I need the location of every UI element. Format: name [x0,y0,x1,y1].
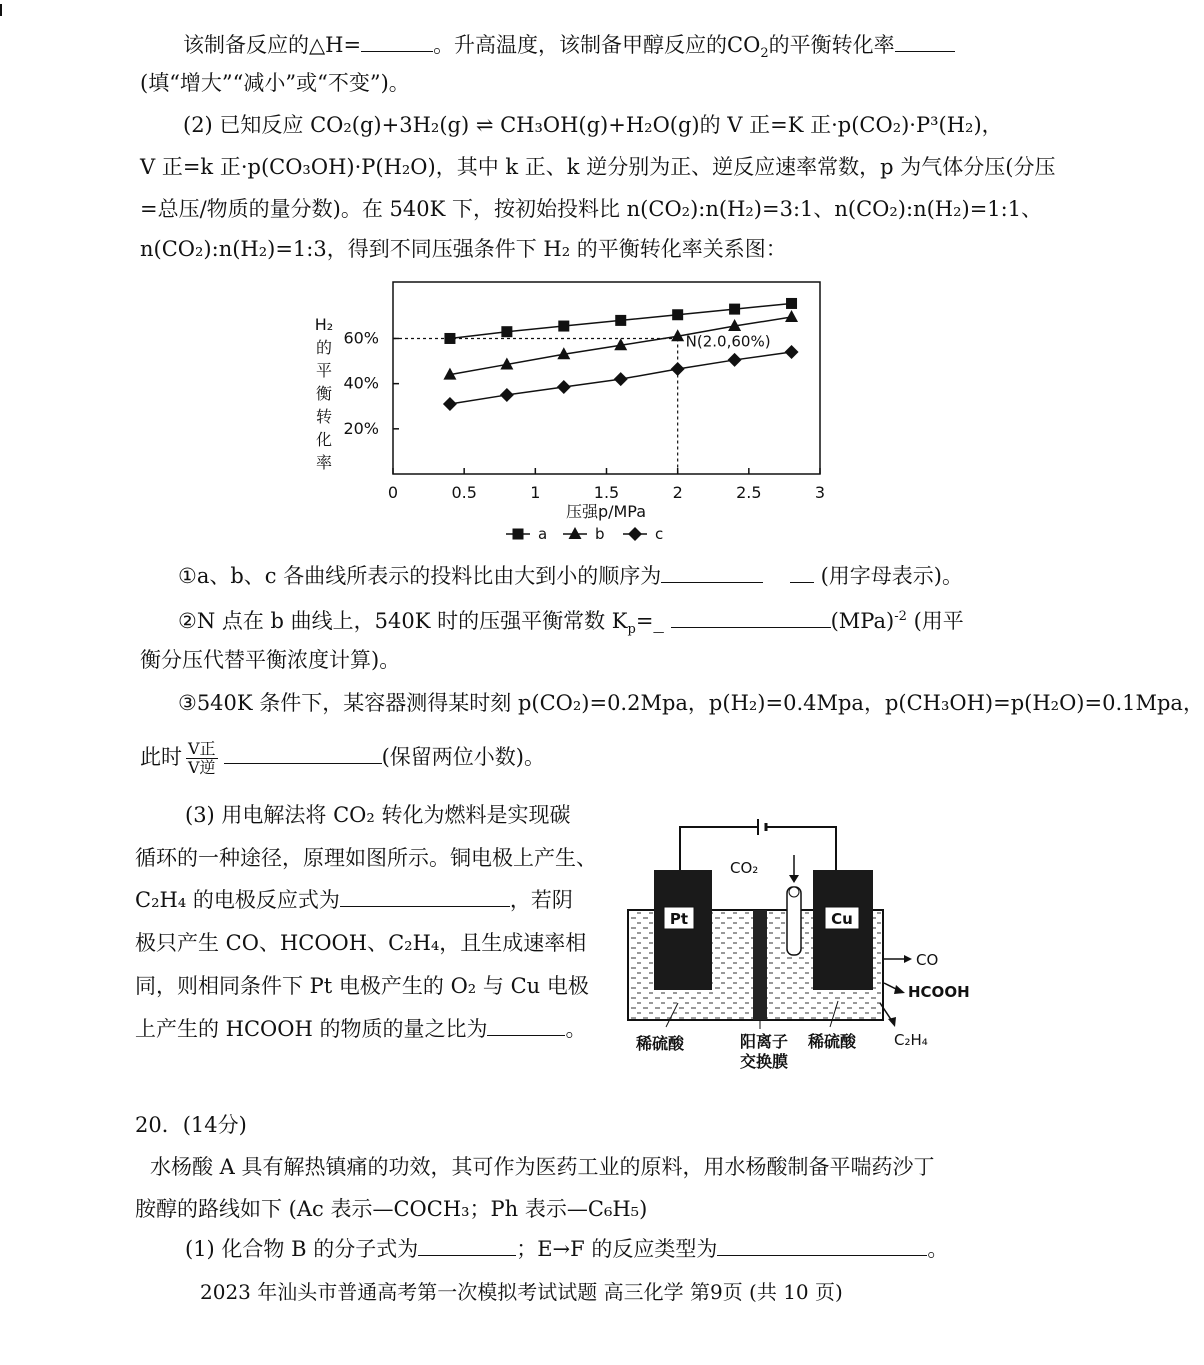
chart-yticks [343,328,399,437]
chart-ylabel-char: 化 [315,430,333,449]
pt-electrode [654,870,712,990]
out-hcooh-label: HCOOH [908,983,970,1001]
series-point-a [729,304,740,315]
answer-blank-dh[interactable] [361,31,433,52]
q19-part3-line1: (3) 用电解法将 CO₂ 转化为燃料是实现碳 [185,803,571,827]
series-point-c [728,353,742,367]
q20-line2: 胺醇的路线如下 (Ac 表示—COCH₃；Ph 表示—C₆H₅) [135,1197,648,1221]
chart-xtick-label: 2.5 [736,483,762,502]
membrane-label-1: 阳离子 [740,1032,789,1051]
cation-exchange-membrane [753,910,767,1020]
q19-line1: 该制备反应的△H= 。升高温度，该制备甲醇反应的$CO_2$的平衡转化率 [183,30,955,69]
series-point-c [614,372,628,386]
chart-xtick-label: 3 [814,483,826,502]
q19-part2-line3: =总压/物质的量分数)。在 540K 下，按初始投料比 n(CO₂):n(H₂)=3:1、n(CO₂):n(H₂)=1:1、 [140,197,1043,221]
chart-ylabel-char: 的 [315,338,333,357]
series-point-a [501,326,512,337]
membrane-label-2: 交换膜 [740,1052,789,1071]
chart-xtick-label: 2 [672,483,683,502]
page-corner-mark [0,4,2,16]
chart-legend [506,525,663,543]
chart-ylabel-char: 衡 [315,384,333,403]
answer-blank-order[interactable] [661,562,763,583]
chart-xlabel: 压强p/MPa [565,502,647,521]
chart-xtick-label: 1 [530,483,541,502]
co2-inlet-label: CO₂ [730,859,759,877]
legend-marker-a [513,529,524,540]
co-arrow-head [904,955,912,963]
series-point-a [786,298,797,309]
q19-sub2: ②N 点在 b 曲线上，540K 时的压强平衡常数 $K_p=\_$ (MPa)$^{-2}$ (用平 [178,609,964,638]
q19-part3-line5: 同，则相同条件下 Pt 电极产生的 O₂ 与 Cu 电极 [135,974,589,998]
chart-series [443,298,799,411]
q19-part2-line2: V 正=k 正·p(CO₃OH)·P(H₂O)，其中 k 正、k 逆分别为正、逆反应速率常数，p 为气体分压(分压 [140,155,1056,179]
legend-label-a: a [538,525,548,543]
chart-ytick-label: 60% [343,328,379,348]
q19-part3-line4: 极只产生 CO、HCOOH、C₂H₄，且生成速率相 [135,931,587,955]
electrolysis-diagram [618,815,1018,1075]
q19-sub1: ①a、b、c 各曲线所表示的投料比由大到小的顺序为 (用字母表示)。 [178,564,963,588]
answer-blank-equation[interactable] [340,886,510,907]
series-point-c [785,345,799,359]
q19-line2: (填“增大”“减小”或“不变”)。 [140,71,410,95]
answer-blank-ratio[interactable] [224,743,382,764]
q19-sub3-line2: 此时 $\frac{\text{V正}}{\text{V逆}}$ (保留两位小数)。 [140,739,545,777]
series-point-a [558,321,569,332]
out-c2h4-label: C₂H₄ [894,1031,928,1049]
conversion-chart [300,270,860,545]
answer-blank-reaction-type[interactable] [717,1235,927,1256]
q19-sub3-line1: ③540K 条件下，某容器测得某时刻 p(CO₂)=0.2Mpa，p(H₂)=0.4Mpa，p(CH₃OH)=p(H₂O)=0.1Mpa， [178,691,1204,715]
series-point-b [785,310,798,322]
acid-left-label: 稀硫酸 [636,1034,685,1053]
q19-sub2-line2: 衡分压代替平衡浓度计算)。 [140,648,401,672]
cu-label: Cu [831,910,853,928]
wire-right [766,827,836,870]
co2-arrow-head [789,875,799,883]
chart-xtick-label: 0.5 [451,483,477,502]
answer-blank-kp[interactable] [671,607,831,628]
legend-label-c: c [655,525,664,543]
cu-electrode [813,870,873,990]
legend-marker-c [628,527,642,541]
chart-annotation-n: N(2.0,60%) [685,332,771,351]
series-point-a [615,315,626,326]
legend-marker-b [569,527,582,539]
chart-xtick-label: 0 [387,483,399,502]
page-footer: 2023 年汕头市普通高考第一次模拟考试试题 高三化学 第9页 (共 10 页) [200,1280,843,1304]
answer-blank-order-tail[interactable] [790,562,814,583]
legend-label-b: b [595,525,605,543]
q20-line1: 水杨酸 A 具有解热镇痛的功效，其可作为医药工业的原料，用水杨酸制备平喘药沙丁 [150,1155,935,1179]
answer-blank-mole-ratio[interactable] [487,1015,565,1036]
series-point-c [443,397,457,411]
series-point-c [671,362,685,376]
q20-heading: 20．(14分) [135,1113,247,1137]
chart-plot-frame [393,282,820,474]
series-point-c [557,380,571,394]
out-co-label: CO [916,951,939,969]
series-point-a [444,333,455,344]
q20-line3: (1) 化合物 B 的分子式为 ；E→F 的反应类型为 。 [185,1237,949,1261]
q19-part2-line4: n(CO₂):n(H₂)=1:3，得到不同压强条件下 H₂ 的平衡转化率关系图： [140,237,787,261]
chart-ylabel-char: H₂ [314,315,334,334]
rate-ratio-fraction: $\frac{\text{V正}}{\text{V逆}}$ [188,739,216,777]
series-point-c [500,388,514,402]
answer-blank-formula-b[interactable] [418,1235,516,1256]
c2h4-arrow-head [888,1017,896,1027]
chart-ylabel-char: 率 [315,453,333,472]
chart-xticks [388,468,825,502]
answer-blank-conversion[interactable] [895,31,955,52]
chart-ylabel-char: 平 [315,361,333,380]
chart-xtick-label: 1.5 [593,483,620,502]
series-point-a [672,309,683,320]
q19-part3-line3: C₂H₄ 的电极反应式为 ，若阴 [135,888,573,912]
pt-label: Pt [669,910,689,928]
q19-part3-line6: 上产生的 HCOOH 的物质的量之比为 。 [135,1017,587,1041]
chart-ylabel [315,315,333,472]
acid-right-label: 稀硫酸 [808,1032,857,1051]
hcooh-arrow-head [894,985,905,994]
q19-part2-line1: (2) 已知反应 CO₂(g)+3H₂(g) ⇌ CH₃OH(g)+H₂O(g)的 V 正=K 正·p(CO₂)·P³(H₂)， [183,113,1003,137]
gas-inlet-bulb [789,887,799,897]
q19-part3-line2: 循环的一种途径，原理如图所示。铜电极上产生、 [135,846,597,870]
chart-ytick-label: 40% [343,373,379,393]
chart-ylabel-char: 转 [315,407,333,426]
chart-ytick-label: 20% [343,418,379,438]
